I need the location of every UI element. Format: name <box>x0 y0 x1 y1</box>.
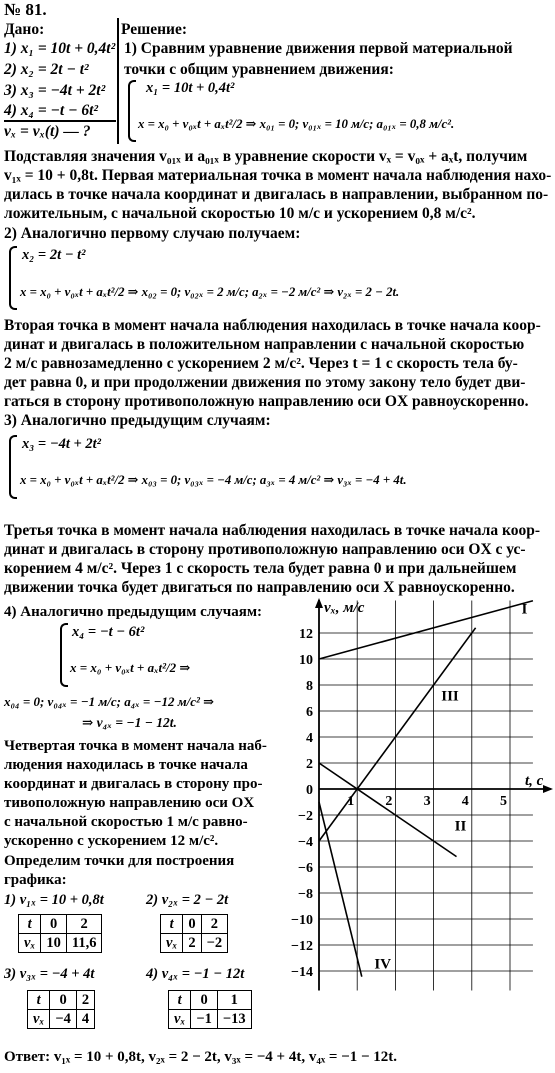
step1-eq1: x₁ = 10t + 0,4t² <box>146 80 235 96</box>
y-axis-arrow <box>315 598 323 608</box>
y-tick-label: 8 <box>306 679 313 694</box>
points-line2: графика: <box>4 872 67 888</box>
formula-1: 1) v₁ₓ = 10 + 0,8t <box>4 892 104 908</box>
y-tick-label: 4 <box>306 731 313 746</box>
table-cell: t <box>28 991 50 1010</box>
table-cell: 11,6 <box>66 934 102 953</box>
table-cell: 4 <box>76 1010 94 1029</box>
p2-line4: дет равна 0, и при продолжении движения по этому закону тело будет дви- <box>4 374 526 391</box>
values-table-4 <box>168 990 252 1029</box>
formula-3: 3) v₃ₓ = −4 + 4t <box>4 966 95 982</box>
p2-line2: динат и двигалась в положительном направлении с начальной скоростью <box>4 336 525 353</box>
table-cell: 10 <box>41 934 67 953</box>
answer: Ответ: v₁ₓ = 10 + 0,8t, v₂ₓ = 2 − 2t, v₃ₓ = −4 + 4t, v₄ₓ = −1 − 12t. <box>4 1049 398 1065</box>
y-tick-label: 6 <box>306 705 313 720</box>
step3-eq2: x = x₀ + v₀ₓt + aₓt²/2 ⇒ x₀₃ = 0; v₀₃ₓ = −4 м/с; a₃ₓ = 4 м/с² ⇒ v₃ₓ = −4 + 4t. <box>20 473 407 487</box>
table-cell: 2 <box>76 991 94 1010</box>
y-tick-label: 2 <box>306 757 313 772</box>
series-label-III: III <box>441 688 459 705</box>
y-tick-label: 0 <box>306 783 313 798</box>
series-label-II: II <box>454 818 467 835</box>
formula-2: 2) v₂ₓ = 2 − 2t <box>146 892 229 908</box>
table-cell: 0 <box>191 991 218 1010</box>
step4-eq3: x₀₄ = 0; v₀₄ₓ = −1 м/с; a₄ₓ = −12 м/с² ⇒ <box>4 694 215 709</box>
step1-eq2: x = x₀ + v₀ₓt + aₓt²/2 ⇒ x₀₁ = 0; v₀₁ₓ = 10 м/с; a₀₁ₓ = 0,8 м/с². <box>138 117 455 131</box>
x-axis-label: t, с <box>525 773 544 789</box>
table-cell: t <box>19 915 41 934</box>
points-line1: Определим точки для построения <box>4 853 235 869</box>
values-table-1 <box>18 914 102 953</box>
given-item-1: 1) x₁ = 10t + 0,4t² <box>4 40 116 57</box>
p4-line1: Четвертая точка в момент начала наб- <box>4 738 267 754</box>
table-cell: −13 <box>217 1010 251 1029</box>
x-axis-arrow <box>543 785 553 793</box>
y-tick-label: −2 <box>298 809 313 824</box>
step4-eq2: x = x₀ + v₀ₓt + aₓt²/2 ⇒ <box>70 660 191 675</box>
p3-line4: движении точка будет двигаться по направлению оси X равноускоренно. <box>4 579 515 596</box>
x-tick-label: 4 <box>461 794 469 809</box>
step3-title: 3) Аналогично предыдущим случаям: <box>4 412 271 429</box>
table-cell: 2 <box>66 915 102 934</box>
p1-line3: дилась в точке начала координат и двигалась в направлении, выбранном по- <box>4 186 549 203</box>
x-tick-label: 2 <box>385 794 393 809</box>
step3-brace <box>9 435 17 499</box>
table-cell: 2 <box>201 915 228 934</box>
y-tick-label: −8 <box>298 887 313 902</box>
series-label-IV: IV <box>374 956 392 973</box>
table-cell: t <box>169 991 191 1010</box>
series-label-I: I <box>521 601 528 618</box>
given-find: vₓ = vₓ(t) — ? <box>4 123 91 140</box>
x-tick-label: 3 <box>423 794 431 809</box>
table-cell: 0 <box>41 915 67 934</box>
velocity-chart <box>262 596 555 1044</box>
step1-brace <box>128 80 136 142</box>
table-cell: 2 <box>183 934 201 953</box>
p3-line3: корением 4 м/с². Через 1 с скорость тела будет равна 0 и при дальнейшем <box>4 560 517 577</box>
given-item-3: 3) x₃ = −4t + 2t² <box>4 82 106 99</box>
problem-number: № 81. <box>4 0 47 19</box>
table-cell: 0 <box>50 991 77 1010</box>
step2-eq2: x = x₀ + v₀ₓt + aₓt²/2 ⇒ x₀₂ = 0; v₀₂ₓ = 2 м/с; a₂ₓ = −2 м/с² ⇒ v₂ₓ = 2 − 2t. <box>20 285 400 299</box>
step1-title-2: точки с общим уравнением движения: <box>124 61 394 78</box>
y-tick-label: −12 <box>291 939 313 954</box>
given-item-2: 2) x₂ = 2t − t² <box>4 61 89 78</box>
table-cell: 0 <box>183 915 201 934</box>
table-cell: vₓ <box>161 934 183 953</box>
step2-title: 2) Аналогично первому случаю получаем: <box>4 225 301 242</box>
p4-line4: тивоположную направлению оси OX <box>4 795 255 811</box>
step1-title: 1) Сравним уравнение движения первой материальной <box>124 40 513 57</box>
table-cell: t <box>161 915 183 934</box>
p3-line2: динат и двигалась в сторону противоположную направлению оси OX с ус- <box>4 541 526 558</box>
y-tick-label: −6 <box>298 861 313 876</box>
table-cell: −4 <box>50 1010 77 1029</box>
solution-label: Решение: <box>121 21 188 38</box>
p4-line6: ускоренно с ускорением 12 м/с². <box>4 833 219 849</box>
step4-eq4: ⇒ v₄ₓ = −1 − 12t. <box>82 715 177 730</box>
p1-line4: ложительным, с начальной скоростью 10 м/с и ускорением 0,8 м/с². <box>4 205 476 222</box>
table-cell: 1 <box>217 991 251 1010</box>
step4-eq1: x₄ = −t − 6t² <box>72 624 145 640</box>
p1-line2: v₁ₓ = 10 + 0,8t. Первая материальная точка в момент начала наблюдения нахо- <box>4 167 552 184</box>
y-tick-label: −10 <box>291 913 313 928</box>
y-tick-label: −4 <box>298 835 313 850</box>
series-line-IV <box>319 802 362 977</box>
step3-eq1: x₃ = −4t + 2t² <box>22 436 102 452</box>
p2-line5: гаться в сторону противоположную направлению оси OX равноускоренно. <box>4 393 529 410</box>
p1-line1: Подставляя значения v₀₁ₓ и a₀₁ₓ в уравнение скорости vₓ = v₀ₓ + aₓt, получим <box>4 148 528 165</box>
given-vertical-divider <box>117 18 119 144</box>
step2-brace <box>9 246 17 310</box>
step4-brace <box>60 623 68 687</box>
x-tick-label: 5 <box>500 794 507 809</box>
p4-line5: с начальной скоростью 1 м/с равно- <box>4 814 248 830</box>
given-item-4: 4) x₄ = −t − 6t² <box>4 102 99 119</box>
p3-line1: Третья точка в момент начала наблюдения находилась в точке начала коор- <box>4 522 540 539</box>
y-axis-label: vₓ, м/с <box>324 600 365 616</box>
p2-line3: 2 м/с равнозамедленно с ускорением 2 м/с². Через t = 1 с скорость тела бу- <box>4 355 518 372</box>
y-tick-label: −14 <box>291 965 313 980</box>
table-cell: −2 <box>201 934 228 953</box>
p2-line1: Вторая точка в момент начала наблюдения находилась в точке начала коор- <box>4 317 541 334</box>
y-tick-label: 12 <box>299 627 313 642</box>
series-line-III <box>319 628 476 841</box>
table-cell: vₓ <box>28 1010 50 1029</box>
table-cell: vₓ <box>19 934 41 953</box>
p4-line2: людения находилась в точке начала <box>4 757 248 773</box>
values-table-2 <box>160 914 228 953</box>
y-tick-label: 10 <box>299 653 313 668</box>
step4-title: 4) Аналогично предыдущим случаям: <box>4 604 263 620</box>
series-line-II <box>319 763 457 857</box>
formula-4: 4) v₄ₓ = −1 − 12t <box>146 966 245 982</box>
given-label: Дано: <box>4 21 45 38</box>
table-cell: vₓ <box>169 1010 191 1029</box>
values-table-3 <box>27 990 95 1029</box>
p4-line3: координат и двигалась в сторону про- <box>4 776 263 792</box>
x-tick-label: 1 <box>347 794 355 809</box>
step2-eq1: x₂ = 2t − t² <box>22 247 86 263</box>
table-cell: −1 <box>191 1010 218 1029</box>
